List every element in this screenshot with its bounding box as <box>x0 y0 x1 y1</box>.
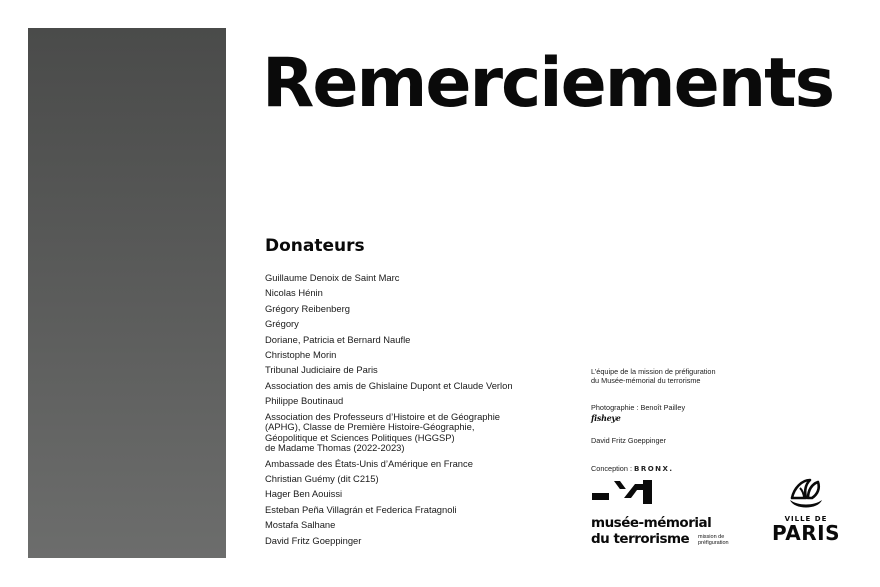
credits-photography <box>591 396 781 431</box>
donor-item: Esteban Peña Villagrán et Federica Fratagnoli <box>265 503 457 515</box>
museum-name: musée-mémorial du terrorisme <box>591 515 712 547</box>
donor-item: Christian Guémy (dit C215) <box>265 473 379 485</box>
paris-name: PARIS <box>771 521 841 545</box>
donor-item: Grégory Reibenberg <box>265 302 350 314</box>
donor-item: Doriane, Patricia et Bernard Naufle <box>265 333 411 345</box>
donor-item: Christophe Morin <box>265 348 337 360</box>
donor-list <box>265 273 575 551</box>
donor-item: Grégory <box>265 318 299 330</box>
donor-item: David Fritz Goeppinger <box>265 534 362 546</box>
paris-ville-label: VILLE DE <box>784 515 828 523</box>
donor-item: Association des Professeurs d’Histoire et de Géographie (APHG), Classe de Première Histoire-Géographie, Géopolitique et Sciences Politiques (HGGSP) de Madame Thomas (2022-2023) <box>265 410 501 454</box>
donor-item: Ambassade des États-Unis d’Amérique en France <box>265 457 473 469</box>
credits-team: L’équipe de la mission de préfiguration du Musée-mémorial du terrorisme <box>591 367 716 385</box>
museum-subtitle: mission de préfiguration <box>698 534 729 546</box>
photography-credit: Photographie : Benoît Pailley <box>591 403 686 413</box>
donor-item: Guillaume Denoix de Saint Marc <box>265 272 400 283</box>
paris-ship-icon <box>784 476 828 514</box>
donor-item: Tribunal Judiciaire de Paris <box>265 364 378 376</box>
side-photo-panel <box>28 28 226 558</box>
page-title: Remerciements <box>262 44 834 123</box>
donor-item: Mostafa Salhane <box>265 519 336 531</box>
donor-item: Association des amis de Ghislaine Dupont et Claude Verlon <box>265 379 513 391</box>
credits <box>591 368 781 483</box>
museum-memorial-logo <box>591 478 751 550</box>
ville-de-paris-logo <box>766 476 846 552</box>
donor-item: Nicolas Hénin <box>265 287 323 299</box>
bronx-logo: BRONX. <box>634 464 674 473</box>
credits-conception <box>591 456 781 474</box>
donor-item: Hager Ben Aouissi <box>265 488 343 500</box>
fisheye-logo: fisheye <box>591 413 621 424</box>
museum-mark-icon <box>591 478 655 506</box>
credits-author: David Fritz Goeppinger <box>591 435 667 445</box>
conception-label: Conception : <box>591 463 634 473</box>
section-heading-donateurs: Donateurs <box>265 236 365 256</box>
donor-item: Philippe Boutinaud <box>265 395 344 407</box>
